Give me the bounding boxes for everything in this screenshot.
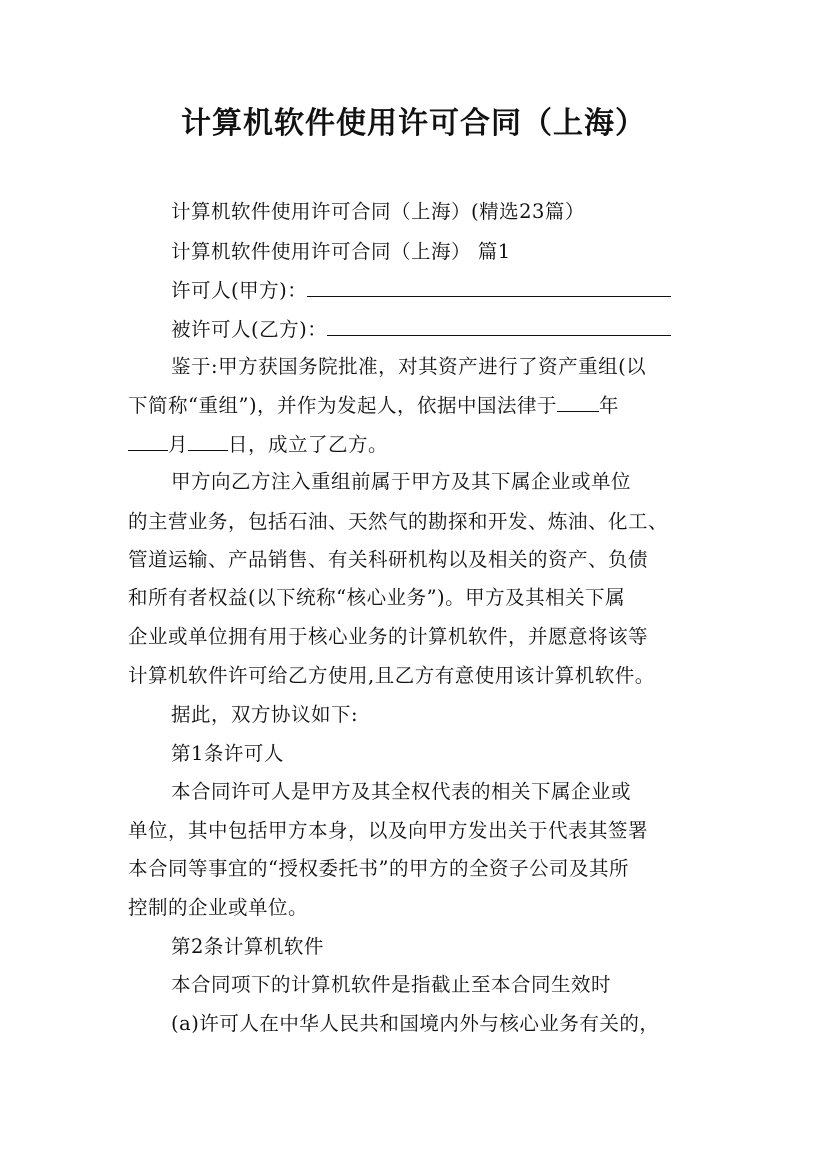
year-blank: [557, 389, 599, 412]
licensee-label: 被许可人(乙方)：: [171, 318, 328, 341]
licensee-blank: [327, 313, 671, 336]
month-label: 月: [168, 433, 189, 456]
article-2-heading: 第2条计算机软件: [171, 935, 324, 958]
core-paragraph-line: 管道运输、产品销售、有关科研机构以及相关的资产、负债: [128, 548, 649, 571]
core-paragraph-line: 计算机软件许可给乙方使用,且乙方有意使用该计算机软件。: [128, 664, 655, 687]
year-label: 年: [599, 394, 620, 417]
article-2-line: 本合同项下的计算机软件是指截止至本合同生效时: [171, 973, 612, 996]
whereas-line-1: 鉴于:甲方获国务院批准，对其资产进行了资产重组(以: [171, 355, 647, 378]
whereas-line-3: [128, 428, 708, 460]
article-2-line: (a)许可人在中华人民共和国境内外与核心业务有关的，: [171, 1012, 660, 1035]
document-title: 计算机软件使用许可合同（上海）: [181, 106, 646, 141]
core-paragraph-line: 和所有者权益(以下统称“核心业务”)。甲方及其相关下属: [128, 586, 626, 609]
whereas-text-2a: 下简称“重组”)，并作为发起人，依据中国法律于: [128, 394, 558, 417]
day-text: 日，成立了乙方。: [228, 433, 389, 456]
article-1-line: 单位，其中包括甲方本身，以及向甲方发出关于代表其签署: [128, 819, 649, 842]
article-1-line: 本合同许可人是甲方及其全权代表的相关下属企业或: [171, 780, 632, 803]
document-subtitle: 计算机软件使用许可合同（上海）(精选23篇）: [171, 200, 585, 223]
section-heading: 计算机软件使用许可合同（上海） 篇1: [171, 240, 511, 263]
licensor-label: 许可人(甲方)：: [171, 279, 308, 302]
article-1-line: 本合同等事宜的“授权委托书”的甲方的全资子公司及其所: [128, 857, 629, 880]
core-paragraph-line: 的主营业务，包括石油、天然气的勘探和开发、炼油、化工、: [128, 510, 669, 533]
whereas-line-2: [128, 389, 708, 421]
licensor-blank: [307, 274, 671, 297]
licensor-line: [171, 274, 711, 306]
month-blank: [128, 428, 168, 451]
licensee-line: [171, 313, 711, 345]
article-1-line: 控制的企业或单位。: [128, 896, 309, 919]
core-paragraph-line: 企业或单位拥有用于核心业务的计算机软件，并愿意将该等: [128, 625, 649, 648]
day-blank: [188, 428, 228, 451]
agreement-line: 据此，双方协议如下:: [171, 703, 359, 726]
core-paragraph-line: 甲方向乙方注入重组前属于甲方及其下属企业或单位: [171, 470, 632, 493]
article-1-heading: 第1条许可人: [171, 742, 284, 765]
